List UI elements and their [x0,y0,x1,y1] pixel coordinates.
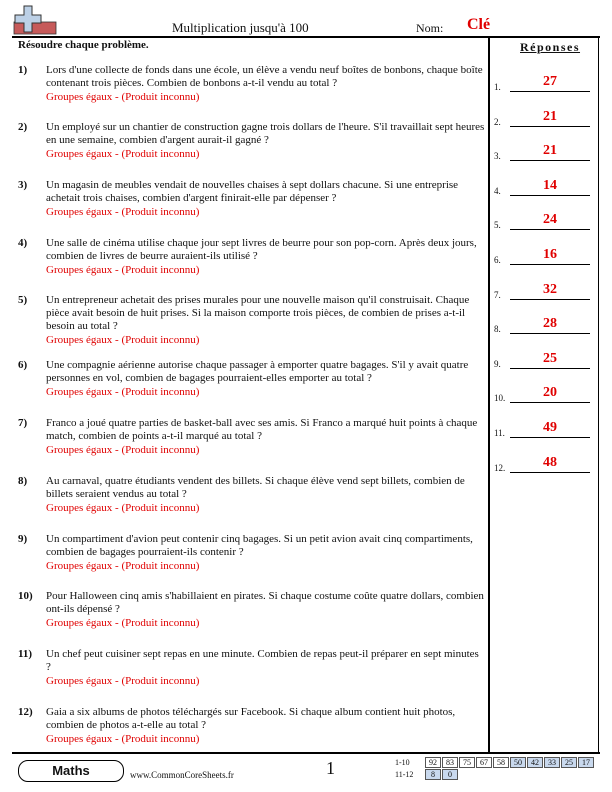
answer-value: 25 [543,350,557,366]
question-2 [18,121,486,161]
score-cell: 8 [425,769,441,780]
question-7 [18,417,486,457]
answer-line [510,299,590,300]
answer-line [510,160,590,161]
question-number: 12) [18,706,33,718]
question-text: Gaia a six albums de photos téléchargés sur Facebook. Si chaque album contient huit photos, combien de photos a-t-elle au total ? [46,706,456,731]
question-4 [18,237,486,277]
question-hint: Groupes égaux - (Produit inconnu) [46,502,200,514]
subject-badge: Maths [18,760,124,782]
answer-6 [494,247,598,267]
question-6 [18,359,486,399]
question-text: Au carnaval, quatre étudiants vendent des billets. Si chaque élève vend sept billets, combien de billets seraient vendus au total ? [46,475,465,500]
question-number: 1) [18,64,28,76]
question-hint: Groupes égaux - (Produit inconnu) [46,264,200,276]
score-cell: 33 [544,757,560,768]
question-number: 3) [18,179,28,191]
question-number: 8) [18,475,28,487]
question-text: Une salle de cinéma utilise chaque jour sept livres de beurre pour son pop-corn. Après deux jours, combien de livres de beurre auraient-ils utilisé ? [46,237,477,262]
question-number: 11) [18,648,33,660]
question-text: Une compagnie aérienne autorise chaque passager à emporter quatre bagages. S'il y avait quatre personnes en vol, combien de bagages pourraient-elles emporter au total ? [46,359,469,384]
answer-value: 21 [543,143,557,159]
score-cell: 83 [442,757,458,768]
answer-line [510,91,590,92]
question-12 [18,706,486,746]
answer-line [510,437,590,438]
question-text: Pour Halloween cinq amis s'habillaient en pirates. Si chaque costume coûte quatre dollars, combien ont-ils dépensé ? [46,590,484,615]
question-hint: Groupes égaux - (Produit inconnu) [46,444,200,456]
answer-5 [494,212,598,232]
score-cell: 0 [442,769,458,780]
question-hint: Groupes égaux - (Produit inconnu) [46,148,200,160]
answer-number: 3. [494,151,501,162]
question-number: 10) [18,590,33,602]
question-text: Lors d'une collecte de fonds dans une école, un élève a vendu neuf boîtes de bonbons, chaque boîte contenant trois pièces. Combien de bonbons a-t-il vendu au total ? [46,64,483,89]
question-hint: Groupes égaux - (Produit inconnu) [46,206,200,218]
answer-line [510,333,590,334]
answer-number: 2. [494,116,501,127]
answer-number: 4. [494,185,501,196]
answer-2 [494,109,598,129]
answer-value: 24 [543,212,557,228]
question-hint: Groupes égaux - (Produit inconnu) [46,675,200,687]
answer-number: 11. [494,428,505,438]
answer-12 [494,455,598,475]
answer-number: 10. [494,393,506,404]
question-9 [18,533,486,573]
page-number: 1 [326,758,335,778]
answer-line [510,195,590,196]
answer-value: 28 [543,316,557,332]
question-8 [18,475,486,515]
question-text: Un employé sur un chantier de construction gagne trois dollars de l'heure. S'il travaillait sept heures en une semaine, combien d'argent aurait-il gagné ? [46,121,485,146]
answer-10 [494,385,598,405]
score-row-label: 1-10 [395,758,410,767]
answer-7 [494,282,598,302]
question-hint: Groupes égaux - (Produit inconnu) [46,617,200,629]
question-text: Un chef peut cuisiner sept repas en une minute. Combien de repas peut-il préparer en sept minutes ? [46,648,479,673]
answer-number: 12. [494,462,506,473]
question-3 [18,179,486,219]
plus-logo-icon [12,4,60,38]
score-cell: 50 [510,757,526,768]
answers-frame-right [598,37,599,753]
answer-value: 49 [543,420,557,435]
answer-11 [494,420,598,440]
answer-value: 21 [543,108,557,124]
answer-line [510,472,590,473]
score-cell: 67 [476,757,492,768]
answer-value: 14 [543,177,557,193]
question-text: Un magasin de meubles vendait de nouvelles chaises à sept dollars chacune. Si une entreprise achetait trois chaises, combien d'argent finirait-elle par dépenser ? [46,179,459,204]
name-label: Nom: [416,21,444,35]
question-11 [18,648,486,688]
score-cell: 42 [527,757,543,768]
answer-9 [494,351,598,371]
answer-value: 32 [543,281,557,297]
answer-number: 7. [494,289,501,300]
question-text: Un entrepreneur achetait des prises murales pour une nouvelle maison qu'il construisait. Chaque pièce avait besoin de huit prises. Si la maison comporte trois pièces, de combien de prises a-t-il besoin au total ? [46,294,470,332]
answer-column-rule [488,37,490,753]
answer-key-label: Clé [467,16,491,33]
answer-8 [494,316,598,336]
question-text: Franco a joué quatre parties de basket-ball avec ses amis. Si Franco a marqué huit points à chaque match, combien de points a-t-il marqué au total ? [46,417,478,442]
question-number: 9) [18,533,28,545]
score-cell: 58 [493,757,509,768]
question-hint: Groupes égaux - (Produit inconnu) [46,560,200,572]
question-number: 4) [18,237,28,249]
site-url: www.CommonCoreSheets.fr [130,770,234,780]
answer-value: 20 [543,385,557,401]
question-hint: Groupes égaux - (Produit inconnu) [46,91,200,103]
question-10 [18,590,486,630]
answer-line [510,368,590,369]
answer-value: 27 [543,74,557,89]
worksheet-title: Multiplication jusqu'à 100 [172,20,309,35]
answer-4 [494,178,598,198]
answer-line [510,126,590,127]
footer-rule [12,752,600,754]
answer-line [510,402,590,403]
question-hint: Groupes égaux - (Produit inconnu) [46,386,200,398]
question-hint: Groupes égaux - (Produit inconnu) [46,334,200,346]
question-hint: Groupes égaux - (Produit inconnu) [46,733,200,745]
score-cell: 92 [425,757,441,768]
question-number: 6) [18,359,28,371]
answer-3 [494,143,598,163]
answer-number: 6. [494,255,501,265]
score-cell: 25 [561,757,577,768]
score-row-label: 11-12 [395,770,414,779]
answer-number: 9. [494,358,501,369]
answer-value: 16 [543,247,557,262]
question-text: Un compartiment d'avion peut contenir cinq bagages. Si un petit avion avait cinq compartiments, combien de bagages pourraient-ils contenir ? [46,533,473,558]
instructions: Résoudre chaque problème. [18,39,149,51]
answer-number: 8. [494,324,501,335]
score-cell: 75 [459,757,475,768]
answer-number: 1. [494,82,501,92]
answer-line [510,229,590,230]
question-1 [18,64,486,104]
score-cell: 17 [578,757,594,768]
header-rule [12,36,600,38]
answer-number: 5. [494,220,501,231]
answers-title: Réponses [520,40,581,54]
answer-1 [494,74,598,94]
question-number: 2) [18,121,28,133]
question-number: 5) [18,294,28,306]
answer-line [510,264,590,265]
question-5 [18,294,486,347]
question-number: 7) [18,417,28,429]
answer-value: 48 [543,454,557,470]
